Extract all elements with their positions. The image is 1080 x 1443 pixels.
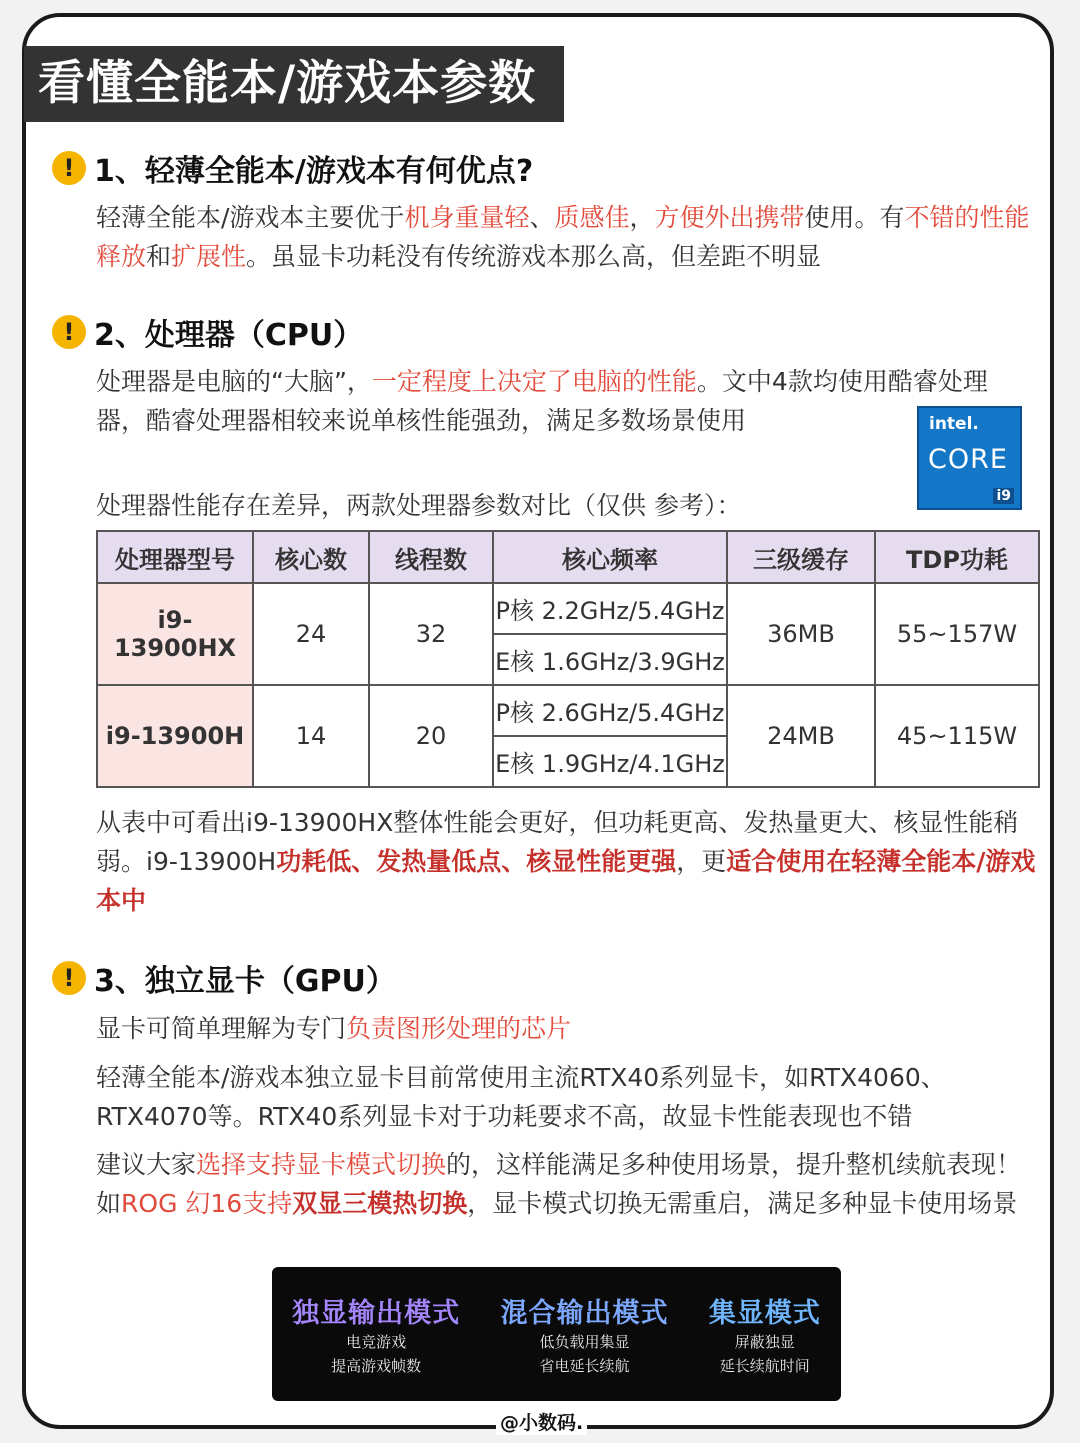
text-run: 、 — [529, 203, 555, 232]
table-header-row — [97, 531, 1039, 583]
cell-tdp: 45~115W — [875, 685, 1039, 787]
intel-gen: i9 — [993, 488, 1014, 504]
section-2-title: 2、处理器（CPU） — [94, 318, 364, 353]
highlight-h-advantages: 功耗低、发热量低点、核显性能更强 — [276, 847, 677, 876]
cell-p-frequency: P核 2.6GHz/5.4GHz — [493, 685, 727, 736]
cpu-comparison-table — [96, 530, 1040, 788]
highlight-cpu-decides: 一定程度上决定了电脑的性能 — [371, 367, 697, 396]
mode-hybrid-output — [500, 1291, 668, 1378]
highlight-expandability: 扩展性 — [171, 242, 247, 271]
mode-igpu — [709, 1291, 821, 1378]
watermark: @小数码. — [496, 1408, 587, 1435]
mode-line: 延长续航时间 — [719, 1357, 810, 1375]
mode-line: 省电延长续航 — [539, 1357, 630, 1375]
mode-line: 屏蔽独显 — [734, 1333, 795, 1351]
header-cache: 三级缓存 — [727, 531, 875, 583]
header-model: 处理器型号 — [97, 531, 253, 583]
header-cores: 核心数 — [253, 531, 369, 583]
text-run: ， — [629, 203, 655, 232]
gpu-modes-banner — [272, 1267, 841, 1401]
text-run: 从表中可看出i9-13900HX整体性能会更好，但功耗更高、发热量更大、核显性能稍弱。i9-13900H — [96, 808, 1019, 876]
cell-e-frequency: E核 1.6GHz/3.9GHz — [493, 634, 727, 685]
section-3-paragraph-3 — [96, 1145, 1040, 1223]
highlight-performance: 不错的性能释放 — [96, 203, 1030, 271]
text-run: 。文中4款均使用酷睿处理器，酷睿处理器相较来说单核性能强劲，满足多数场景使用 — [96, 367, 988, 435]
highlight-dual-gpu: 双显三模热切换 — [292, 1189, 468, 1218]
highlight-suited-thin: 适合使用在轻薄全能本/游戏本中 — [96, 847, 1036, 915]
cell-cache: 36MB — [727, 583, 875, 685]
highlight-rog: ROG 幻16支持 — [121, 1189, 293, 1218]
exclamation-icon: ! — [52, 315, 86, 349]
section-3-paragraph-1 — [96, 1009, 1040, 1048]
cell-model: i9-13900HX — [97, 583, 253, 685]
table-row — [97, 583, 1039, 634]
cell-model: i9-13900H — [97, 685, 253, 787]
mode-title: 集显模式 — [708, 1298, 821, 1329]
text-run: 轻薄全能本/游戏本主要优于 — [96, 203, 405, 232]
text-run: 处理器是电脑的“大脑”， — [96, 367, 372, 396]
highlight-texture: 质感佳 — [554, 203, 630, 232]
header-threads: 线程数 — [369, 531, 493, 583]
text-run: 显卡可简单理解为专门 — [96, 1014, 347, 1043]
mode-line: 提高游戏帧数 — [331, 1357, 422, 1375]
section-1-paragraph — [96, 198, 1040, 276]
intel-core: CORE — [928, 444, 1008, 475]
mode-line: 电竞游戏 — [346, 1333, 407, 1351]
intel-brand: intel. — [929, 414, 979, 434]
text-run: 使用。有 — [804, 203, 905, 232]
exclamation-icon: ! — [52, 961, 86, 995]
mode-title: 独显输出模式 — [292, 1298, 461, 1329]
section-3-paragraph-2: 轻薄全能本/游戏本独立显卡目前常使用主流RTX40系列显卡，如RTX4060、RTX4070等。RTX40系列显卡对于功耗要求不高，故显卡性能表现也不错 — [96, 1063, 946, 1131]
header-tdp: TDP功耗 — [875, 531, 1039, 583]
section-2-heading — [52, 312, 363, 352]
section-1-title: 1、轻薄全能本/游戏本有何优点? — [94, 154, 534, 189]
cell-threads: 32 — [369, 583, 493, 685]
mode-line: 低负载用集显 — [539, 1333, 630, 1351]
header-frequency: 核心频率 — [493, 531, 727, 583]
cell-cores: 24 — [253, 583, 369, 685]
section-1-heading — [52, 148, 533, 188]
cell-tdp: 55~157W — [875, 583, 1039, 685]
cell-threads: 20 — [369, 685, 493, 787]
page-title: 看懂全能本/游戏本参数 — [24, 46, 564, 122]
exclamation-icon: ! — [52, 151, 86, 185]
text-run: 建议大家 — [96, 1150, 197, 1179]
highlight-portable: 方便外出携带 — [654, 203, 805, 232]
section-2-paragraph-2: 处理器性能存在差异，两款处理器参数对比（仅供 参考）： — [96, 491, 742, 520]
mode-dgpu-output — [292, 1291, 460, 1378]
table-row — [97, 685, 1039, 736]
section-3-title: 3、独立显卡（GPU） — [94, 964, 396, 999]
cell-cache: 24MB — [727, 685, 875, 787]
highlight-light-weight: 机身重量轻 — [404, 203, 530, 232]
text-run: ，更 — [676, 847, 727, 876]
cell-cores: 14 — [253, 685, 369, 787]
section-2-paragraph-1 — [96, 362, 1036, 440]
text-run: 的，这样能满足多种使用场景，提升整机续航表现！如 — [96, 1150, 1022, 1218]
text-run: 和 — [146, 242, 172, 271]
section-2-paragraph-3 — [96, 803, 1040, 920]
section-3-heading — [52, 958, 396, 998]
highlight-mode-switch: 选择支持显卡模式切换 — [196, 1150, 447, 1179]
highlight-graphics-chip: 负责图形处理的芯片 — [346, 1014, 572, 1043]
text-run: 。虽显卡功耗没有传统游戏本那么高，但差距不明显 — [246, 242, 822, 271]
text-run: ，显卡模式切换无需重启，满足多种显卡使用场景 — [467, 1189, 1018, 1218]
cell-p-frequency: P核 2.2GHz/5.4GHz — [493, 583, 727, 634]
cell-e-frequency: E核 1.9GHz/4.1GHz — [493, 736, 727, 787]
mode-title: 混合输出模式 — [500, 1298, 669, 1329]
